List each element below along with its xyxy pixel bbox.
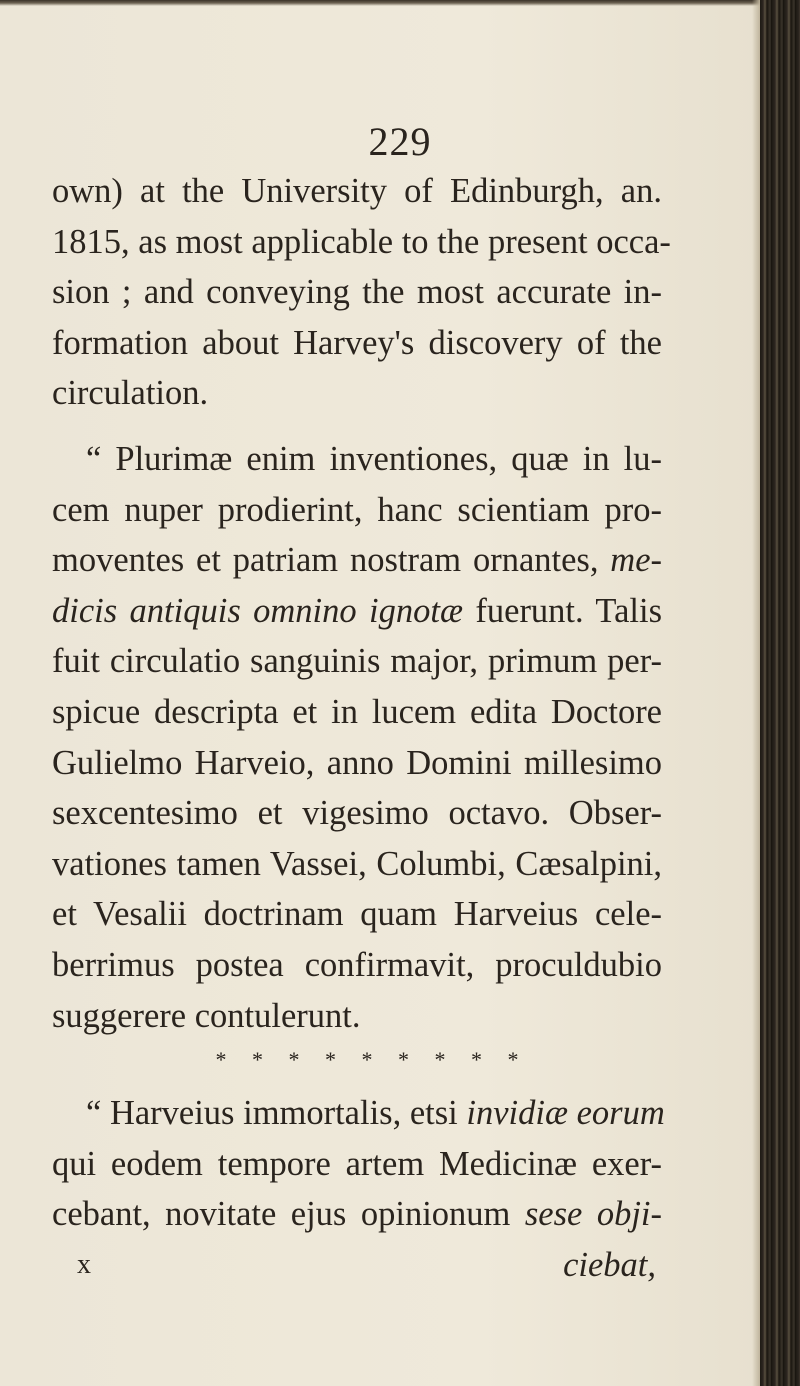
text-segment: cebant, novitate ejus opinionum bbox=[52, 1195, 525, 1234]
italic-segment: sese obji- bbox=[524, 1195, 662, 1234]
body-text bbox=[52, 166, 671, 1290]
text-line: cem nuper prodierint, hanc scientiam pro- bbox=[52, 490, 662, 529]
page-number: 229 bbox=[368, 119, 432, 164]
text-line bbox=[52, 1088, 665, 1139]
text-line: fuit circulatio sanguinis major, primum per- bbox=[52, 642, 662, 681]
text-line: own) at the University of Edinburgh, an. bbox=[52, 172, 662, 210]
text-line: Gulielmo Harveio, anno Domini millesimo bbox=[52, 743, 662, 782]
asterisk-separator: * * * * * * * * * bbox=[215, 1047, 529, 1073]
signature-mark: x bbox=[77, 1248, 91, 1280]
paragraph-3-latin-quote bbox=[52, 1088, 665, 1240]
text-line: “ Plurimæ enim inventiones, quæ in lu- bbox=[86, 439, 662, 478]
italic-segment: dicis antiquis omnino ignotæ bbox=[52, 591, 463, 630]
text-line: spicue descripta et in lucem edita Doctore bbox=[52, 692, 662, 731]
text-segment: fuerunt. Talis bbox=[462, 591, 662, 630]
book-binding bbox=[760, 0, 800, 1386]
text-line: formation about Harvey's discovery of the bbox=[52, 323, 662, 362]
top-shadow bbox=[0, 0, 800, 6]
paragraph-1 bbox=[52, 166, 671, 419]
text-line: qui eodem tempore artem Medicinæ exer- bbox=[52, 1144, 662, 1183]
text-segment: “ Harveius immortalis, etsi bbox=[86, 1094, 467, 1133]
text-segment: moventes et patriam nostram ornantes, bbox=[52, 541, 611, 580]
text-line bbox=[52, 1189, 662, 1240]
paragraph-2-latin-quote bbox=[52, 434, 662, 1041]
text-line: et Vesalii doctrinam quam Harveius cele- bbox=[52, 895, 662, 934]
text-line: vationes tamen Vassei, Columbi, Cæsalpini, bbox=[52, 844, 662, 883]
page-footer bbox=[52, 1240, 662, 1290]
text-line: sexcentesimo et vigesimo octavo. Obser- bbox=[52, 794, 662, 833]
italic-segment: invidiæ eorum bbox=[466, 1094, 665, 1133]
catchword: ciebat, bbox=[563, 1245, 656, 1284]
page-gutter-shadow bbox=[752, 0, 760, 1386]
text-line: suggerere contulerunt. bbox=[52, 996, 361, 1035]
text-line bbox=[52, 586, 662, 637]
text-line: circulation. bbox=[52, 374, 209, 413]
italic-segment: me- bbox=[610, 541, 662, 580]
text-line bbox=[52, 535, 662, 586]
text-line: 1815, as most applicable to the present occa- bbox=[52, 222, 671, 261]
text-line: sion ; and conveying the most accurate in- bbox=[52, 273, 662, 312]
text-line: berrimus postea confirmavit, proculdubio bbox=[52, 945, 662, 984]
